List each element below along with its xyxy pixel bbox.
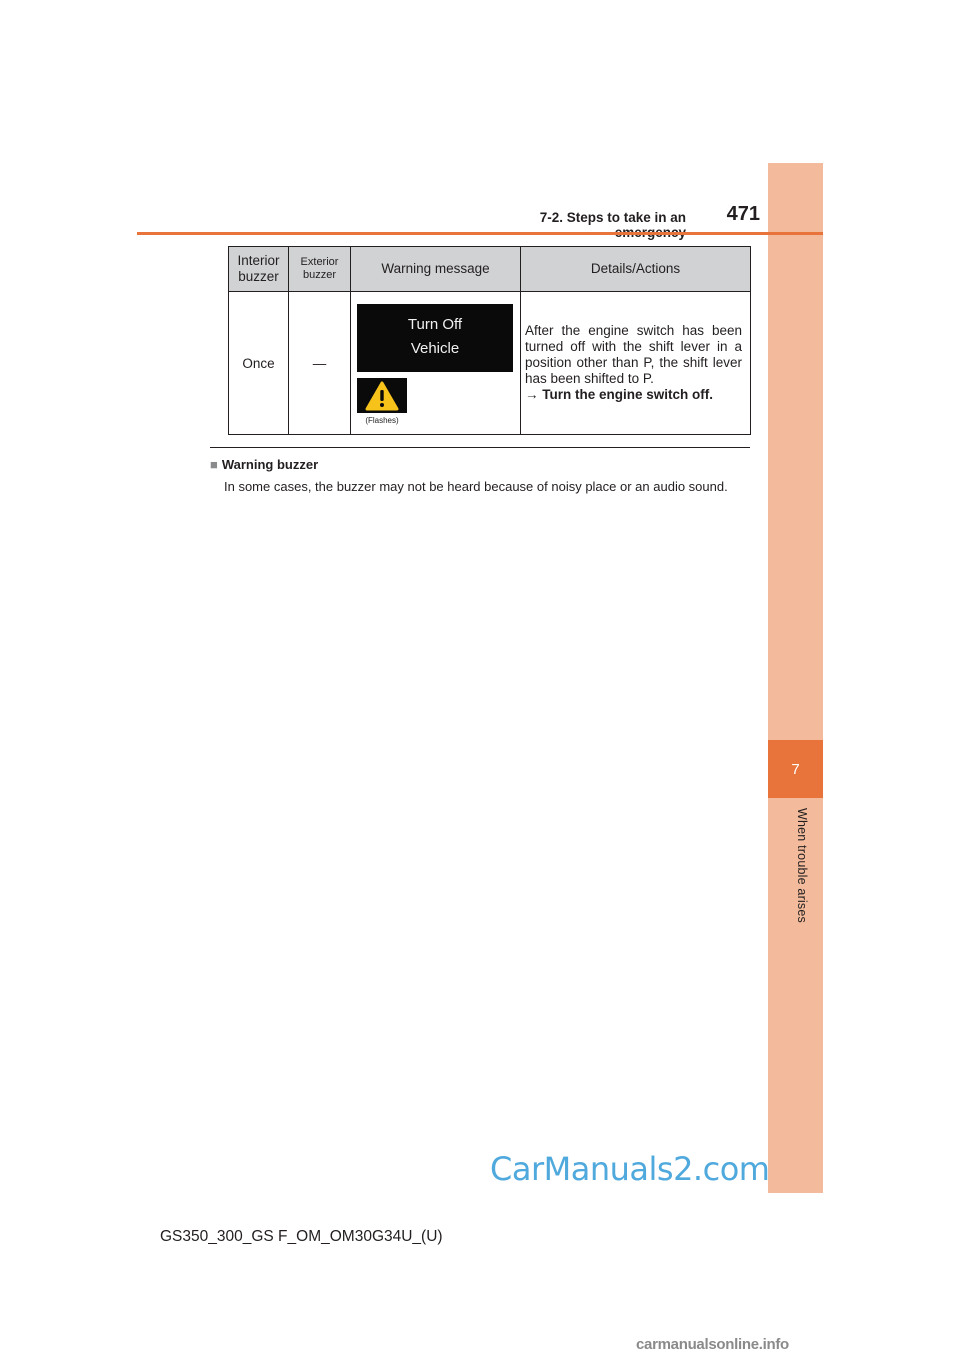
note-title: Warning buzzer bbox=[221, 457, 319, 472]
chapter-label: When trouble arises bbox=[795, 808, 809, 923]
interior-buzzer-cell: Once bbox=[229, 292, 289, 435]
page-number: 471 bbox=[726, 203, 760, 225]
warning-message-cell bbox=[351, 292, 521, 435]
chapter-side-tab bbox=[768, 163, 823, 1193]
chapter-number: 7 bbox=[768, 740, 823, 798]
table-row bbox=[229, 292, 751, 435]
header-rule bbox=[137, 232, 823, 235]
square-bullet-icon: ■ bbox=[210, 457, 218, 472]
table-header-row bbox=[229, 247, 751, 292]
source-credit: carmanualsonline.info bbox=[636, 1336, 789, 1353]
footer-code: GS350_300_GS F_OM_OM30G34U_(U) bbox=[160, 1228, 443, 1245]
exterior-buzzer-cell: — bbox=[289, 292, 351, 435]
details-text: After the engine switch has been turned off with the shift lever in a position other than P, the shift lever has been shifted to P. bbox=[525, 322, 742, 387]
section-divider bbox=[210, 447, 750, 448]
message-display bbox=[357, 304, 513, 372]
action-text: Turn the engine switch off. bbox=[542, 387, 714, 403]
column-header: Interior buzzer bbox=[229, 247, 289, 292]
column-header: Exterior buzzer bbox=[289, 247, 351, 292]
warning-table bbox=[228, 246, 751, 435]
column-header: Details/Actions bbox=[521, 247, 751, 292]
details-cell bbox=[521, 292, 751, 435]
warning-triangle-icon bbox=[365, 381, 399, 411]
display-line: Vehicle bbox=[410, 340, 460, 357]
watermark: CarManuals2.com bbox=[490, 1150, 770, 1188]
column-header: Warning message bbox=[351, 247, 521, 292]
master-warning-icon bbox=[357, 378, 407, 413]
display-line: Turn Off bbox=[407, 316, 463, 333]
note-body: In some cases, the buzzer may not be heard because of noisy place or an audio sound. bbox=[224, 479, 728, 494]
flashes-note: (Flashes) bbox=[365, 416, 399, 425]
note-heading bbox=[210, 457, 318, 472]
section-title: 7-2. Steps to take in an bbox=[539, 210, 686, 225]
arrow-icon: → bbox=[525, 387, 539, 403]
